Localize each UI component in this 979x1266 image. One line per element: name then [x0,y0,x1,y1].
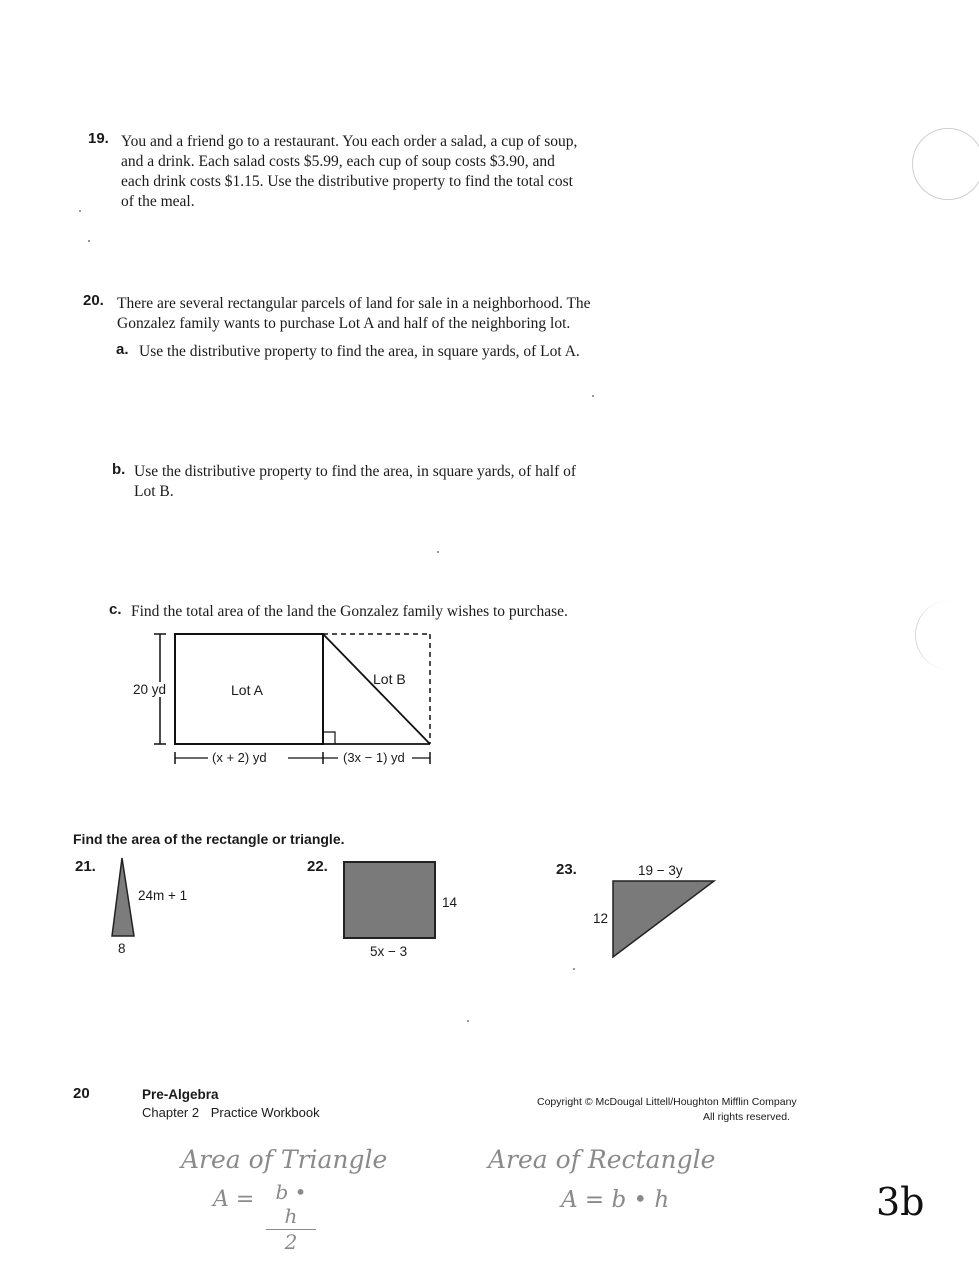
question-19-line: and a drink. Each salad costs $5.99, each cup of soup costs $3.90, and [121,153,555,170]
question-20-line: There are several rectangular parcels of land for sale in a neighborhood. The [117,295,591,312]
rectangle-22 [342,860,438,940]
triangle-21 [110,855,140,939]
scan-speck [79,210,81,212]
triangle-23-top-label: 19 − 3y [638,863,683,878]
chapter-label: Chapter 2 [142,1105,200,1120]
lot-b-hypotenuse [323,634,430,744]
scan-speck [573,968,575,970]
question-20c-label: c. [109,601,122,618]
question-20b-text [134,462,576,502]
question-20a-label: a. [116,341,129,358]
scan-speck [88,240,90,242]
triangle-23 [610,878,718,960]
workbook-label: Practice Workbook [210,1105,320,1120]
handwritten-triangle-fraction [266,1180,316,1254]
question-20a-text: Use the distributive property to find the area, in square yards, of Lot A. [139,343,580,360]
question-20b-line: Use the distributive property to find the area, in square yards, of half of [134,463,577,480]
question-20b-line: Lot B. [134,483,174,500]
question-19-text [121,132,577,212]
page-number: 20 [73,1085,90,1102]
scan-speck [467,1020,469,1022]
handwritten-triangle-denominator: 2 [284,1230,298,1254]
book-title: Pre-Algebra [142,1087,219,1102]
rectangle-22-side-label: 14 [442,895,458,910]
hole-punch-mark [915,600,979,670]
question-19-line: each drink costs $1.15. Use the distributive property to find the total cost [121,173,573,190]
question-20c-text: Find the total area of the land the Gonzalez family wishes to purchase. [131,603,568,620]
handwritten-triangle-lhs: A = [213,1187,255,1212]
question-19-line: of the meal. [121,193,195,210]
rights-text: All rights reserved. [703,1111,790,1123]
lot-a-width-label: (x + 2) yd [212,750,267,765]
question-22-number: 22. [307,858,328,875]
right-angle-mark [323,732,335,744]
hole-punch-mark [912,128,979,200]
triangle-23-shape [613,881,714,957]
handwritten-page-mark: 3b [876,1180,925,1224]
copyright-text: Copyright © McDougal Littell/Houghton Mifflin Company [537,1096,797,1108]
rectangle-22-shape [344,862,435,938]
scan-speck [592,395,594,397]
lot-a-label: Lot A [231,682,263,698]
lot-b-width-label: (3x − 1) yd [343,750,405,765]
triangle-21-base-label: 8 [118,941,126,956]
question-20b-label: b. [112,461,126,478]
question-23-number: 23. [556,861,577,878]
handwritten-triangle-title: Area of Triangle [181,1145,388,1174]
rectangle-22-base-label: 5x − 3 [370,944,408,959]
triangle-21-shape [112,858,134,936]
question-20-number: 20. [83,292,104,309]
chapter-info [142,1105,320,1120]
lot-height-label: 20 yd [133,682,167,697]
question-19-line: You and a friend go to a restaurant. You each order a salad, a cup of soup, [121,133,578,150]
triangle-21-side-label: 24m + 1 [138,888,188,903]
question-21-number: 21. [75,858,96,875]
question-20-line: Gonzalez family wants to purchase Lot A and half of the neighboring lot. [117,315,571,332]
question-20-text [117,294,591,334]
handwritten-rectangle-title: Area of Rectangle [488,1145,716,1174]
handwritten-rectangle-formula: A = b • h [561,1187,670,1213]
section-heading: Find the area of the rectangle or triangle. [73,831,345,847]
handwritten-triangle-numerator: b • h [266,1180,316,1230]
scan-speck [437,551,439,553]
lot-b-label: Lot B [373,671,406,687]
triangle-23-side-label: 12 [593,911,609,926]
question-19-number: 19. [88,130,109,147]
